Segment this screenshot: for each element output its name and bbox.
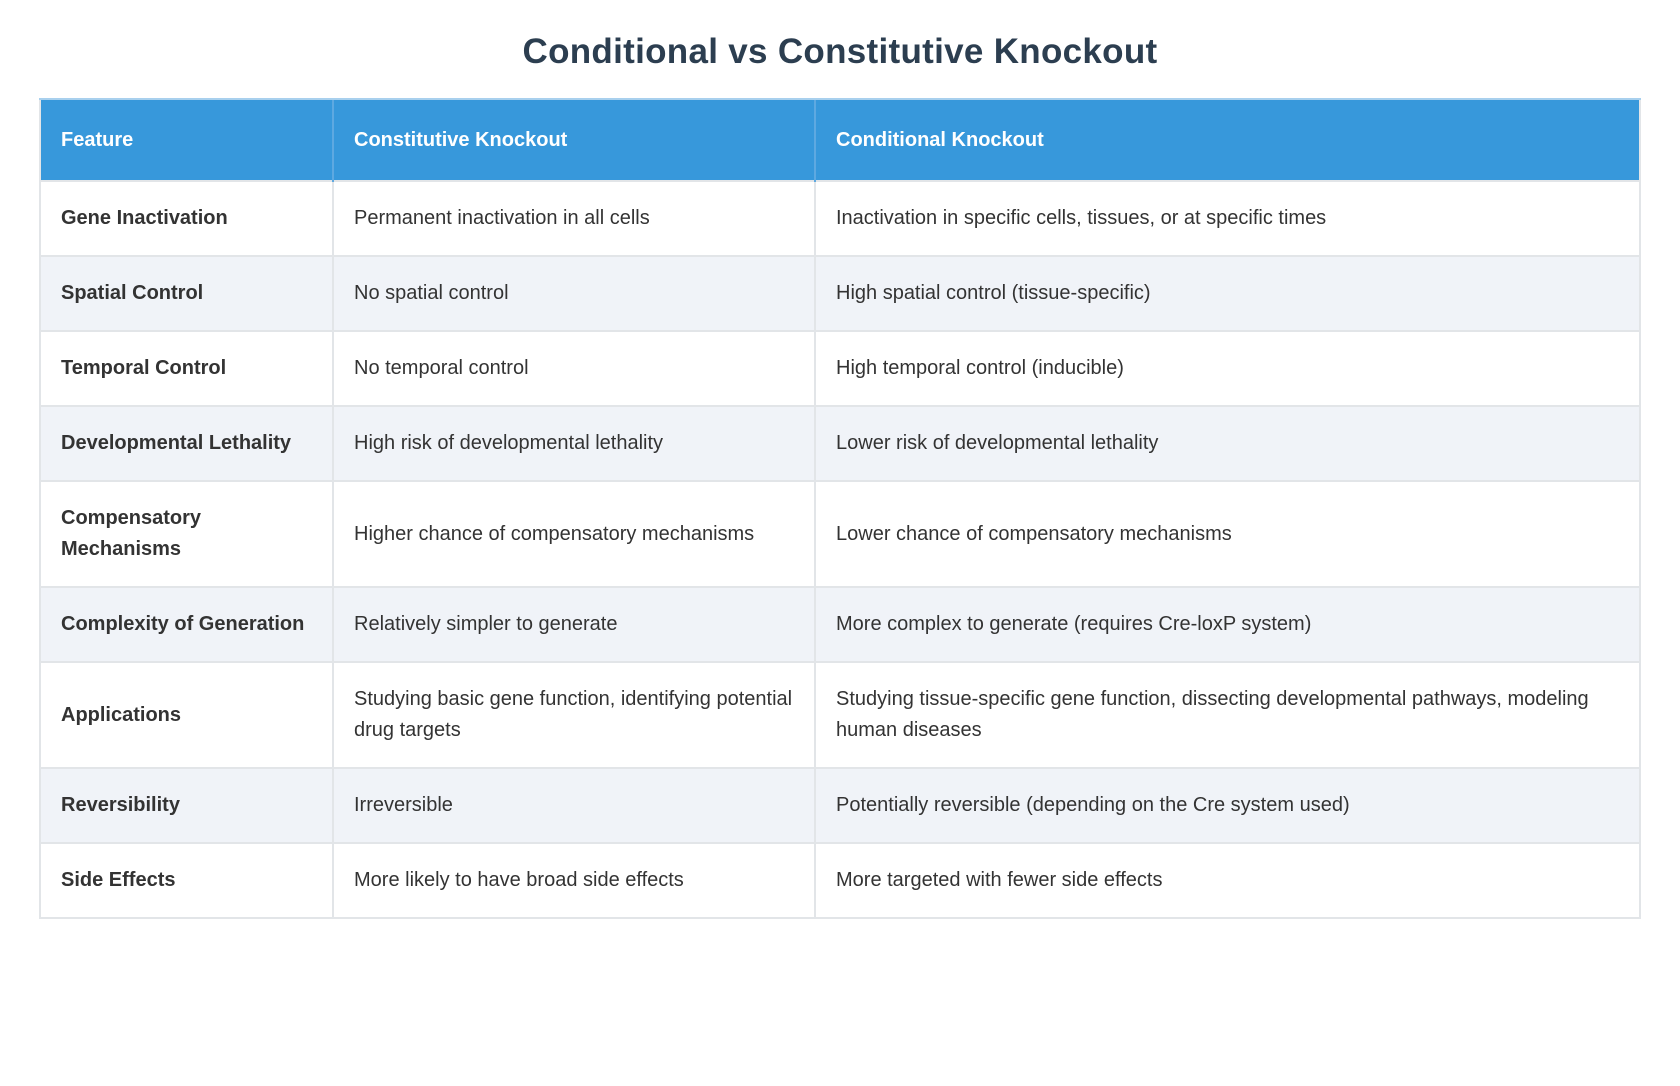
constitutive-cell: No temporal control [333, 331, 815, 406]
conditional-cell: Lower risk of developmental lethality [815, 406, 1640, 481]
constitutive-cell: High risk of developmental lethality [333, 406, 815, 481]
column-header-conditional: Conditional Knockout [815, 99, 1640, 181]
constitutive-cell: No spatial control [333, 256, 815, 331]
conditional-cell: More targeted with fewer side effects [815, 843, 1640, 918]
feature-cell: Complexity of Generation [40, 587, 333, 662]
table-row [40, 256, 1640, 331]
constitutive-cell: Permanent inactivation in all cells [333, 181, 815, 256]
conditional-cell: More complex to generate (requires Cre-loxP system) [815, 587, 1640, 662]
conditional-cell: Studying tissue-specific gene function, dissecting developmental pathways, modeling human diseases [815, 662, 1640, 768]
feature-cell: Compensatory Mechanisms [40, 481, 333, 587]
conditional-cell: Inactivation in specific cells, tissues, or at specific times [815, 181, 1640, 256]
table-row [40, 768, 1640, 843]
constitutive-cell: More likely to have broad side effects [333, 843, 815, 918]
feature-cell: Developmental Lethality [40, 406, 333, 481]
page-title: Conditional vs Constitutive Knockout [522, 32, 1158, 71]
table-row [40, 481, 1640, 587]
conditional-cell: High spatial control (tissue-specific) [815, 256, 1640, 331]
constitutive-cell: Studying basic gene function, identifying potential drug targets [333, 662, 815, 768]
header-row [40, 99, 1640, 181]
feature-cell: Spatial Control [40, 256, 333, 331]
constitutive-cell: Irreversible [333, 768, 815, 843]
feature-cell: Temporal Control [40, 331, 333, 406]
table-row [40, 587, 1640, 662]
feature-cell: Side Effects [40, 843, 333, 918]
column-header-feature: Feature [40, 99, 333, 181]
table-row [40, 662, 1640, 768]
conditional-cell: High temporal control (inducible) [815, 331, 1640, 406]
table-row [40, 843, 1640, 918]
comparison-table [39, 98, 1641, 919]
constitutive-cell: Higher chance of compensatory mechanisms [333, 481, 815, 587]
conditional-cell: Potentially reversible (depending on the Cre system used) [815, 768, 1640, 843]
table-row [40, 406, 1640, 481]
column-header-constitutive: Constitutive Knockout [333, 99, 815, 181]
conditional-cell: Lower chance of compensatory mechanisms [815, 481, 1640, 587]
feature-cell: Reversibility [40, 768, 333, 843]
constitutive-cell: Relatively simpler to generate [333, 587, 815, 662]
table-row [40, 331, 1640, 406]
table-row [40, 181, 1640, 256]
feature-cell: Applications [40, 662, 333, 768]
feature-cell: Gene Inactivation [40, 181, 333, 256]
